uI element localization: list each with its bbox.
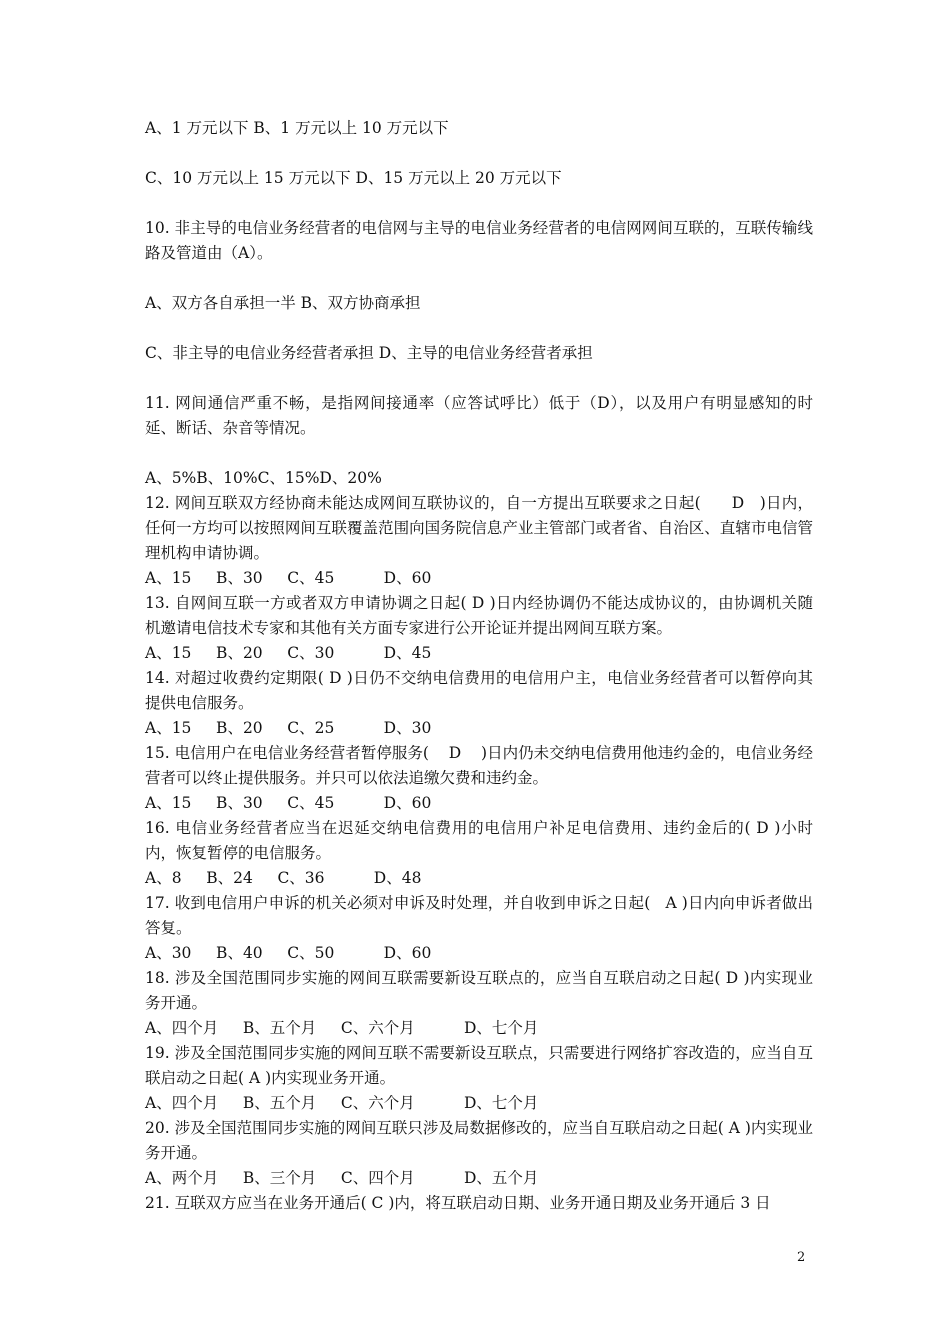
text-line: C、10 万元以上 15 万元以下 D、15 万元以上 20 万元以下 [145,169,562,187]
text-line: A、双方各自承担一半 B、双方协商承担 [145,294,421,312]
text-line: 16. 电信业务经营者应当在迟延交纳电信费用的电信用户补足电信费用、违约金后的( D )小时内，恢复暂停的电信服务。 [145,819,813,862]
text-line: A、15 B、20 C、25 D、30 [145,719,432,737]
text-line: C、非主导的电信业务经营者承担 D、主导的电信业务经营者承担 [145,344,593,362]
text-line: 21. 互联双方应当在业务开通后( C )内，将互联启动日期、业务开通日期及业务开通后 3 日 [145,1194,771,1212]
text-line: A、1 万元以下 B、1 万元以上 10 万元以下 [145,119,449,137]
text-line: A、30 B、40 C、50 D、60 [145,944,432,962]
text-line: A、15 B、30 C、45 D、60 [145,569,432,587]
text-line: A、8 B、24 C、36 D、48 [145,869,422,887]
text-line: 20. 涉及全国范围同步实施的网间互联只涉及局数据修改的，应当自互联启动之日起( A )内实现业务开通。 [145,1119,813,1162]
text-line: 17. 收到电信用户申诉的机关必须对申诉及时处理，并自收到申诉之日起( A )日内向申诉者做出答复。 [145,894,813,937]
text-line: A、两个月 B、三个月 C、四个月 D、五个月 [145,1169,539,1187]
text-line: 10. 非主导的电信业务经营者的电信网与主导的电信业务经营者的电信网网间互联的，互联传输线路及管道由（A）。 [145,219,813,262]
page-number: 2 [797,1250,806,1265]
text-line: 19. 涉及全国范围同步实施的网间互联不需要新设互联点，只需要进行网络扩容改造的，应当自互联启动之日起( A )内实现业务开通。 [145,1044,813,1087]
text-line: A、四个月 B、五个月 C、六个月 D、七个月 [145,1019,539,1037]
text-line: 12. 网间互联双方经协商未能达成网间互联协议的，自一方提出互联要求之日起( D )日内，任何一方均可以按照网间互联覆盖范围向国务院信息产业主管部门或者省、自治区、直辖市电信管理机构申请协调。 [145,494,813,562]
text-line: 14. 对超过收费约定期限( D )日仍不交纳电信费用的电信用户主，电信业务经营者可以暂停向其提供电信服务。 [145,669,813,712]
text-line: A、15 B、30 C、45 D、60 [145,794,432,812]
text-line: 15. 电信用户在电信业务经营者暂停服务( D )日内仍未交纳电信费用他违约金的，电信业务经营者可以终止提供服务。并只可以依法追缴欠费和违约金。 [145,744,813,787]
text-line: 13. 自网间互联一方或者双方申请协调之日起( D )日内经协调仍不能达成协议的，由协调机关随机邀请电信技术专家和其他有关方面专家进行公开论证并提出网间互联方案。 [145,594,813,637]
text-line: 18. 涉及全国范围同步实施的网间互联需要新设互联点的，应当自互联启动之日起( D )内实现业务开通。 [145,969,813,1012]
text-line: A、5%B、10%C、15%D、20% [145,469,382,487]
text-line: A、15 B、20 C、30 D、45 [145,644,432,662]
document-body [145,116,813,1216]
text-line: 11. 网间通信严重不畅，是指网间接通率（应答试呼比）低于（D），以及用户有明显感知的时延、断话、杂音等情况。 [145,394,813,437]
text-line: A、四个月 B、五个月 C、六个月 D、七个月 [145,1094,539,1112]
